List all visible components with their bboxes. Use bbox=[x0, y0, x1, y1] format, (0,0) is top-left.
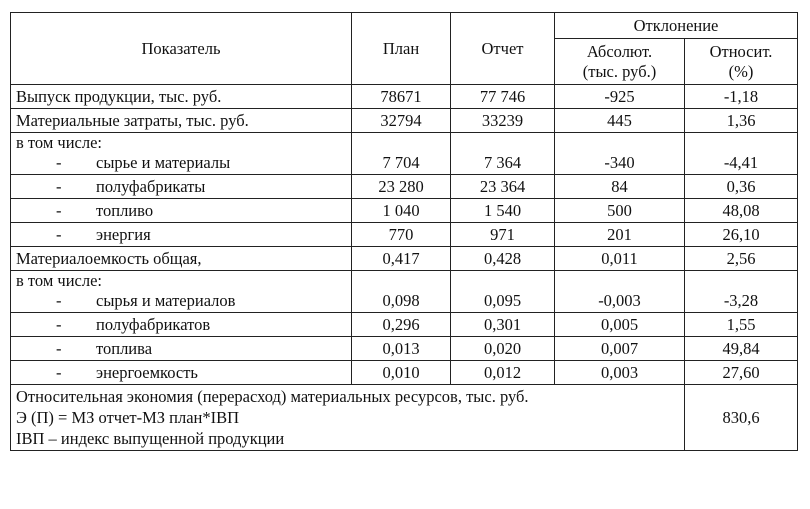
row-label bbox=[11, 223, 352, 247]
table-row bbox=[11, 133, 798, 175]
row-label bbox=[11, 175, 352, 199]
cell-rel: 49,84 bbox=[685, 337, 798, 361]
cell-plan: 78671 bbox=[352, 85, 451, 109]
sub-label: полуфабрикаты bbox=[96, 176, 206, 196]
table-row bbox=[11, 109, 798, 133]
row-label bbox=[11, 271, 352, 313]
sub-label: полуфабрикатов bbox=[96, 314, 211, 334]
cell-abs: 500 bbox=[555, 199, 685, 223]
table-row bbox=[11, 313, 798, 337]
cell-plan: 32794 bbox=[352, 109, 451, 133]
cell-report: 33239 bbox=[451, 109, 555, 133]
table-row bbox=[11, 337, 798, 361]
cell-report: 77 746 bbox=[451, 85, 555, 109]
table-row bbox=[11, 247, 798, 271]
cell-plan: 0,098 bbox=[352, 271, 451, 313]
cell-plan: 0,417 bbox=[352, 247, 451, 271]
header-absolute bbox=[555, 39, 685, 85]
table-row bbox=[11, 223, 798, 247]
cell-report: 1 540 bbox=[451, 199, 555, 223]
cell-plan: 7 704 bbox=[352, 133, 451, 175]
table-row bbox=[11, 85, 798, 109]
cell-rel: 0,36 bbox=[685, 175, 798, 199]
cell-plan: 0,296 bbox=[352, 313, 451, 337]
table-row bbox=[11, 385, 798, 451]
cell-abs: 0,003 bbox=[555, 361, 685, 385]
cell-abs: -0,003 bbox=[555, 271, 685, 313]
row-label bbox=[11, 199, 352, 223]
dash: - bbox=[56, 176, 62, 196]
row-label bbox=[11, 361, 352, 385]
cell-report: 0,012 bbox=[451, 361, 555, 385]
footer-value: 830,6 bbox=[685, 385, 798, 451]
dash: - bbox=[56, 314, 62, 334]
cell-plan: 0,010 bbox=[352, 361, 451, 385]
dash: - bbox=[56, 224, 62, 244]
cell-abs: 0,011 bbox=[555, 247, 685, 271]
cell-plan: 1 040 bbox=[352, 199, 451, 223]
cell-rel: 48,08 bbox=[685, 199, 798, 223]
sub-label: сырье и материалы bbox=[96, 153, 231, 172]
header-relative-unit: (%) bbox=[728, 61, 754, 81]
dash: - bbox=[56, 338, 62, 358]
dash: - bbox=[56, 153, 62, 172]
footer-notes bbox=[11, 385, 685, 451]
cell-abs: 201 bbox=[555, 223, 685, 247]
cell-report: 0,301 bbox=[451, 313, 555, 337]
dash: - bbox=[56, 362, 62, 382]
cell-plan: 0,013 bbox=[352, 337, 451, 361]
footer-line-1: Относительная экономия (перерасход) материальных ресурсов, тыс. руб. bbox=[16, 387, 529, 406]
header-indicator: Показатель bbox=[11, 13, 352, 85]
dash: - bbox=[56, 200, 62, 220]
footer-line-2: Э (П) = МЗ отчет-МЗ план*IВП bbox=[16, 408, 240, 427]
header-plan: План bbox=[352, 13, 451, 85]
table-row bbox=[11, 271, 798, 313]
cell-abs: 0,005 bbox=[555, 313, 685, 337]
cell-report: 0,095 bbox=[451, 271, 555, 313]
header-absolute-label: Абсолют. bbox=[586, 41, 653, 61]
cell-rel: 2,56 bbox=[685, 247, 798, 271]
cell-rel: 26,10 bbox=[685, 223, 798, 247]
header-absolute-unit: (тыс. руб.) bbox=[582, 61, 657, 81]
including-label: в том числе: bbox=[16, 271, 103, 290]
material-analysis-table bbox=[10, 12, 798, 451]
cell-report: 7 364 bbox=[451, 133, 555, 175]
header-relative bbox=[685, 39, 798, 85]
cell-report: 971 bbox=[451, 223, 555, 247]
cell-report: 0,020 bbox=[451, 337, 555, 361]
cell-rel: -1,18 bbox=[685, 85, 798, 109]
cell-rel: 1,36 bbox=[685, 109, 798, 133]
sub-label: топливо bbox=[96, 200, 154, 220]
sub-label: топлива bbox=[96, 338, 153, 358]
cell-plan: 23 280 bbox=[352, 175, 451, 199]
cell-report: 23 364 bbox=[451, 175, 555, 199]
sub-label: энергия bbox=[96, 224, 151, 244]
cell-abs: 84 bbox=[555, 175, 685, 199]
cell-abs: -340 bbox=[555, 133, 685, 175]
row-label: Выпуск продукции, тыс. руб. bbox=[11, 85, 352, 109]
cell-report: 0,428 bbox=[451, 247, 555, 271]
cell-abs: 0,007 bbox=[555, 337, 685, 361]
footer-line-3: IВП – индекс выпущенной продукции bbox=[16, 429, 285, 448]
cell-abs: -925 bbox=[555, 85, 685, 109]
table-row bbox=[11, 175, 798, 199]
header-relative-label: Относит. bbox=[709, 41, 773, 61]
row-label bbox=[11, 133, 352, 175]
including-label: в том числе: bbox=[16, 133, 103, 152]
table-row bbox=[11, 361, 798, 385]
sub-label: сырья и материалов bbox=[96, 291, 236, 310]
cell-rel: 1,55 bbox=[685, 313, 798, 337]
cell-rel: -3,28 bbox=[685, 271, 798, 313]
header-deviation: Отклонение bbox=[555, 13, 798, 39]
cell-rel: 27,60 bbox=[685, 361, 798, 385]
cell-abs: 445 bbox=[555, 109, 685, 133]
table-row bbox=[11, 199, 798, 223]
row-label: Материальные затраты, тыс. руб. bbox=[11, 109, 352, 133]
row-label: Материалоемкость общая, bbox=[11, 247, 352, 271]
row-label bbox=[11, 337, 352, 361]
row-label bbox=[11, 313, 352, 337]
header-report: Отчет bbox=[451, 13, 555, 85]
dash: - bbox=[56, 291, 62, 310]
cell-plan: 770 bbox=[352, 223, 451, 247]
cell-rel: -4,41 bbox=[685, 133, 798, 175]
sub-label: энергоемкость bbox=[96, 362, 198, 382]
